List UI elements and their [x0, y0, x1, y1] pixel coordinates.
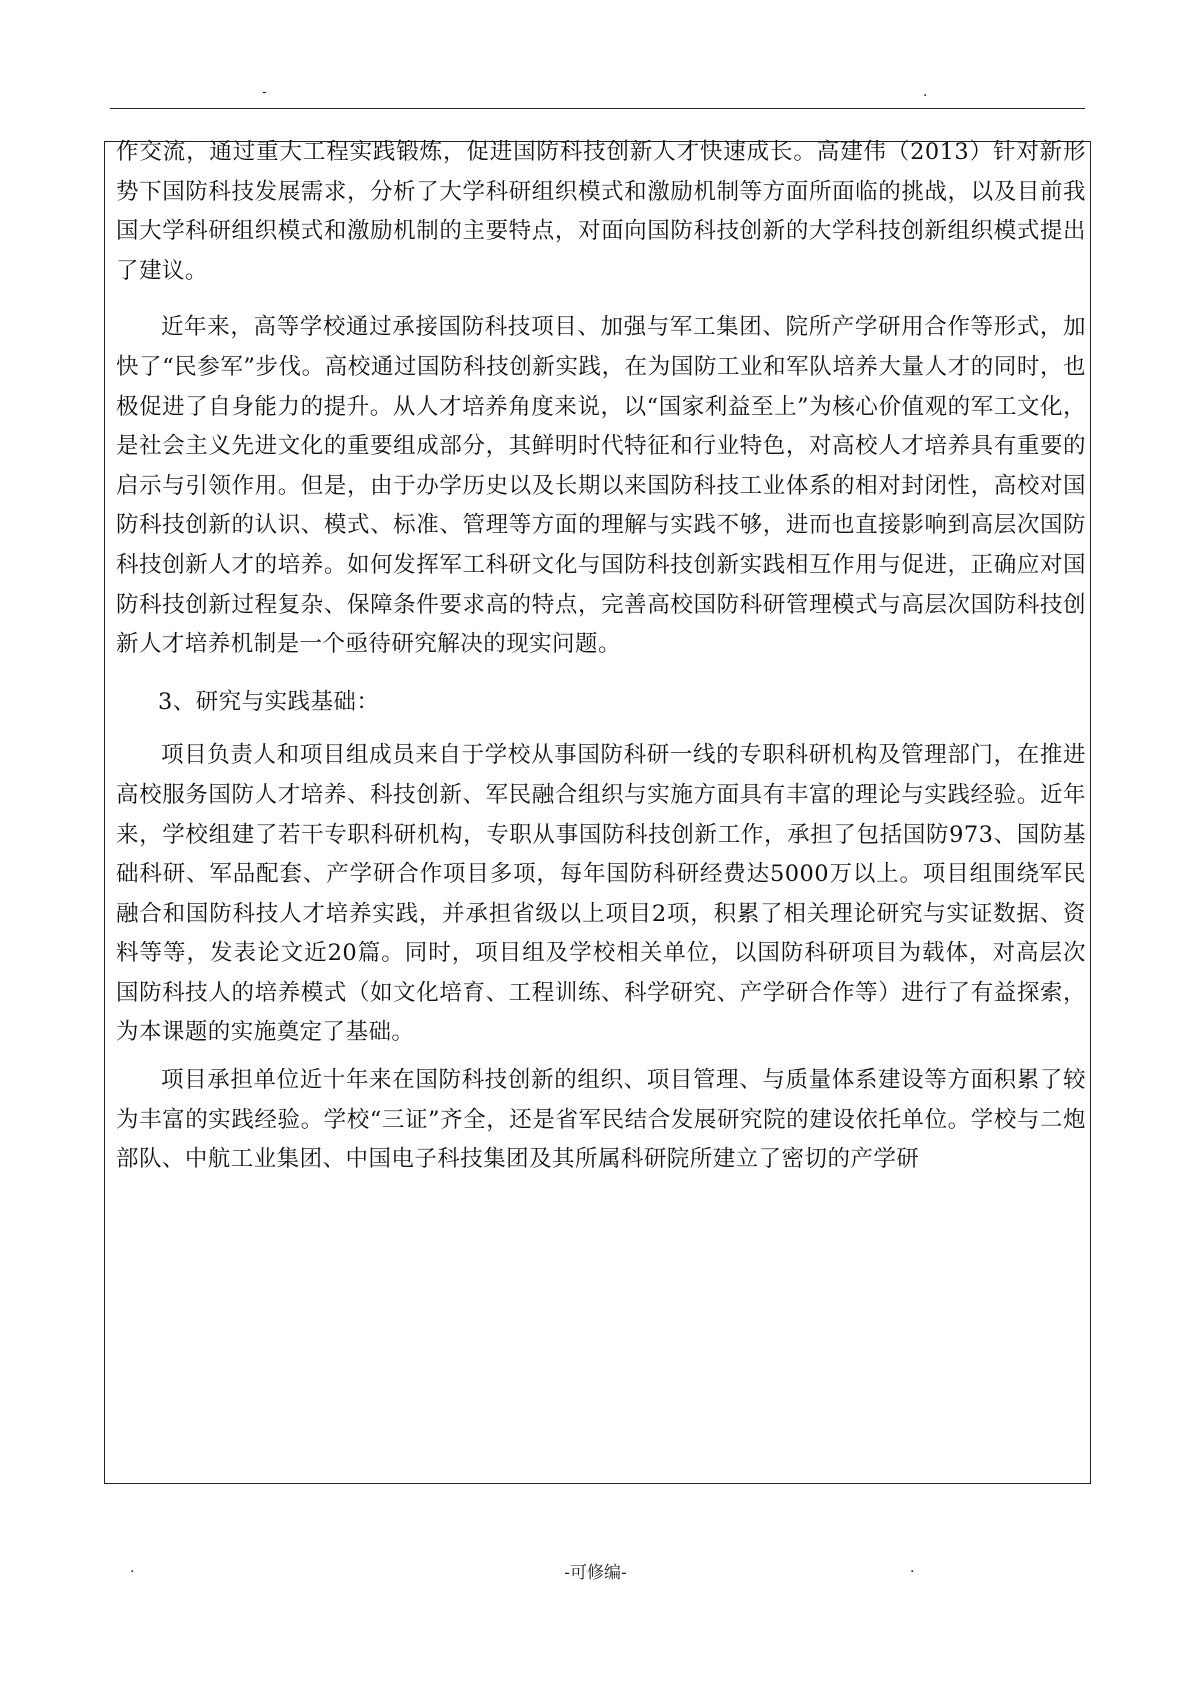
footer-label: -可修编- — [564, 1563, 627, 1583]
paragraph-project-unit: 项目承担单位近十年来在国防科技创新的组织、项目管理、与质量体系建设等方面积累了较为丰富的实践经验。学校“三证”齐全，还是省军民结合发展研究院的建设依托单位。学校与二炮部队、中航工业集团、中国电子科技集团及其所属科研院所建立了密切的产学研 — [116, 1067, 1086, 1173]
header-right-mark: . — [923, 84, 928, 100]
footer-right-mark: . — [910, 1560, 915, 1576]
footer-left-mark: . — [130, 1560, 135, 1576]
paragraph-project-team: 项目负责人和项目组成员来自于学校从事国防科研一线的专职科研机构及管理部门，在推进高校服务国防人才培养、科技创新、军民融合组织与实施方面具有丰富的理论与实践经验。近年来，学校组建了若干专职科研机构，专职从事国防科技创新工作，承担了包括国防973、国防基础科研、军品配套、产学研合作项目多项，每年国防科研经费达5000万以上。项目组围绕军民融合和国防科技人才培养实践，并承担省级以上项目2项，积累了相关理论研究与实证数据、资料等等，发表论文近20篇。同时，项目组及学校相关单位，以国防科研项目为载体，对高层次国防科技人的培养模式（如文化培育、工程训练、科学研究、产学研合作等）进行了有益探索，为本课题的实施奠定了基础。 — [116, 742, 1086, 1046]
header-rule — [110, 108, 1085, 109]
document-body — [116, 133, 1086, 1180]
header-left-mark: - — [262, 84, 267, 100]
paragraph-recent-years: 近年来，高等学校通过承接国防科技项目、加强与军工集团、院所产学研用合作等形式，加快了“民参军”步伐。高校通过国防科技创新实践，在为国防工业和军队培养大量人才的同时，也极促进了自身能力的提升。从人才培养角度来说，以“国家利益至上”为核心价值观的军工文化，是社会主义先进文化的重要组成部分，其鲜明时代特征和行业特色，对高校人才培养具有重要的启示与引领作用。但是，由于办学历史以及长期以来国防科技工业体系的相对封闭性，高校对国防科技创新的认识、模式、标准、管理等方面的理解与实践不够，进而也直接影响到高层次国防科技创新人才的培养。如何发挥军工科研文化与国防科技创新实践相互作用与促进，正确应对国防科技创新过程复杂、保障条件要求高的特点，完善高校国防科研管理模式与高层次国防科技创新人才培养机制是一个亟待研究解决的现实问题。 — [116, 314, 1086, 658]
paragraph-continuation: 作交流，通过重大工程实践锻炼，促进国防科技创新人才快速成长。高建伟（2013）针对新形势下国防科技发展需求，分析了大学科研组织模式和激励机制等方面所面临的挑战，以及目前我国大学科研组织模式和激励机制的主要特点，对面向国防科技创新的大学科技创新组织模式提出了建议。 — [116, 139, 1086, 284]
section-heading-research-basis: 3、研究与实践基础： — [158, 688, 380, 715]
